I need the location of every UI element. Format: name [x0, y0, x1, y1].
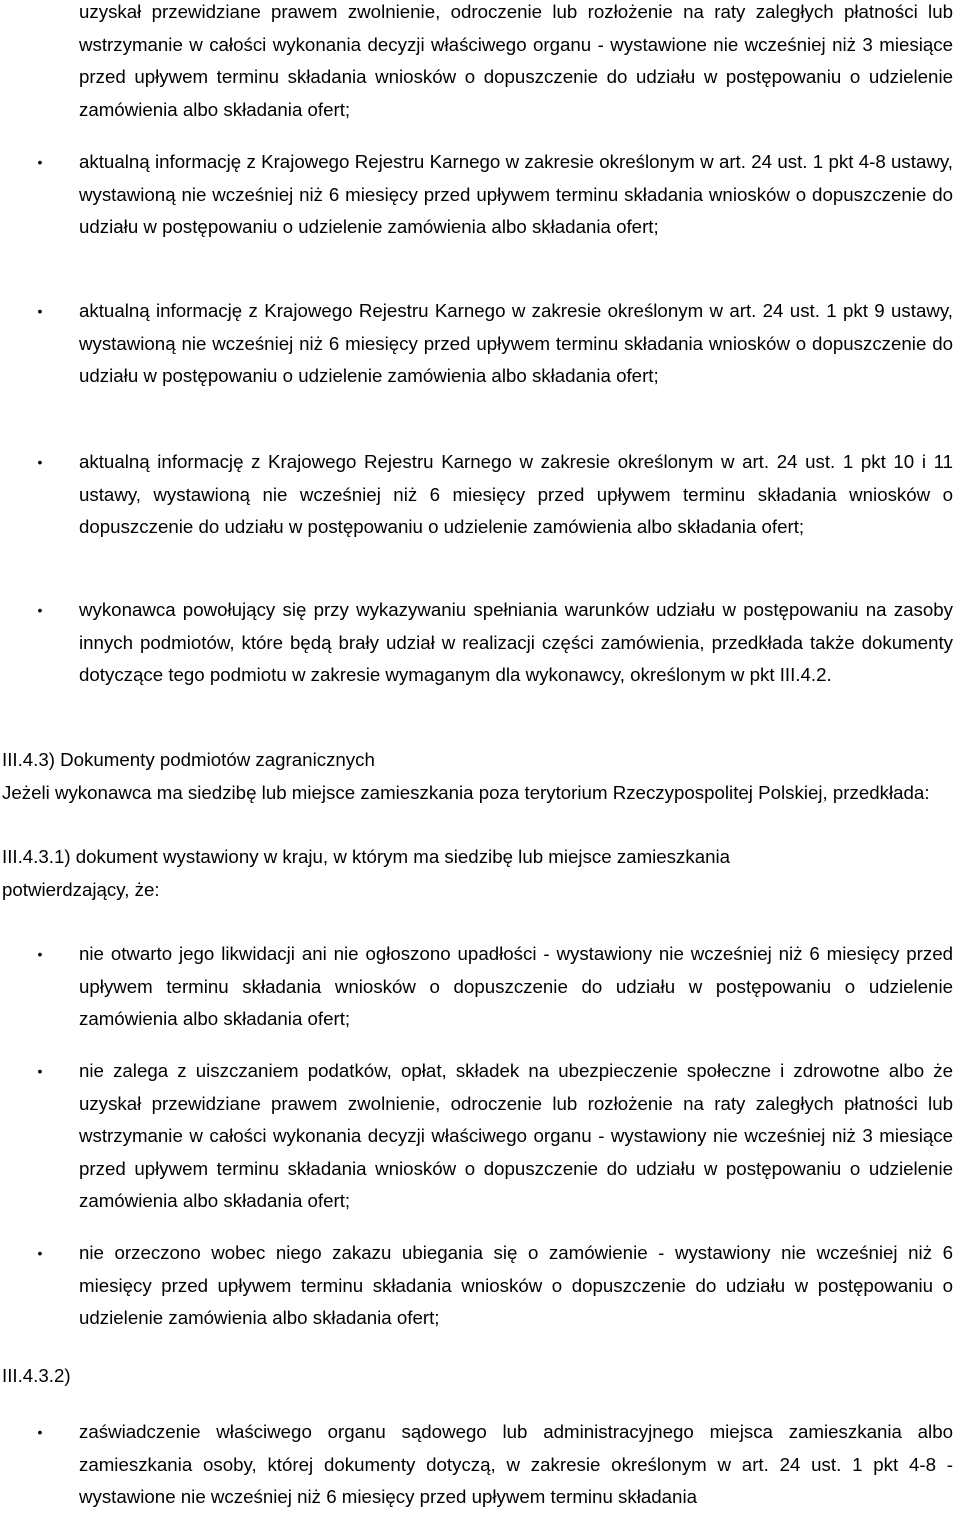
section-intro: Jeżeli wykonawca ma siedzibę lub miejsce zamieszkania poza terytorium Rzeczypospolitej Polskiej, przedkłada: — [2, 782, 930, 803]
list-item: nie zalega z uiszczaniem podatków, opłat, składek na ubezpieczenie społeczne i zdrowotne albo że uzyskał przewidziane prawem zwolnienie, odroczenie lub rozłożenie na raty zaległych płatności lub wstrzymanie w całości wykonania decyzji właściwego organu - wystawiony nie wcześniej niż 3 miesiące przed upływem terminu składania wniosków o dopuszczenie do udziału w postępowaniu o udzielenie zamówienia albo składania ofert; — [79, 1060, 953, 1212]
continued-paragraph: uzyskał przewidziane prawem zwolnienie, odroczenie lub rozłożenie na raty zaległych płatności lub wstrzymanie w całości wykonania decyzji właściwego organu - wystawione nie wcześniej niż 3 miesiące przed upływem terminu składania wniosków o dopuszczenie do udziału w postępowaniu o udzielenie zamówienia albo składania ofert; — [79, 1, 953, 120]
list-item: nie otwarto jego likwidacji ani nie ogłoszono upadłości - wystawiony nie wcześniej niż 6 miesięcy przed upływem terminu składania wniosków o dopuszczenie do udziału w postępowaniu o udzielenie zamówienia albo składania ofert; — [79, 943, 953, 1030]
list-item: wykonawca powołujący się przy wykazywaniu spełniania warunków udziału w postępowaniu na zasoby innych podmiotów, które będą brały udział w realizacji części zamówienia, przedkłada także dokumenty dotyczące tego podmiotu w zakresie wymaganym dla wykonawcy, określonym w pkt III.4.2. — [79, 599, 953, 686]
subsection-heading: III.4.3.1) dokument wystawiony w kraju, w którym ma siedzibę lub miejsce zamieszkania potwierdzający, że: — [2, 846, 731, 900]
bullet-icon: • — [37, 1424, 43, 1440]
list-item: zaświadczenie właściwego organu sądowego lub administracyjnego miejsca zamieszkania albo zamieszkania osoby, której dokumenty dotyczą, w zakresie określonym w art. 24 ust. 1 pkt 4-8 - wystawione nie wcześniej niż 6 miesięcy przed upływem terminu składania — [79, 1421, 953, 1508]
subsection-label: III.4.3.2) — [2, 1365, 71, 1386]
list-item: aktualną informację z Krajowego Rejestru Karnego w zakresie określonym w art. 24 ust. 1 pkt 10 i 11 ustawy, wystawioną nie wcześniej niż 6 miesięcy przed upływem terminu składania wniosków o dopuszczenie do udziału w postępowaniu o udzielenie zamówienia albo składania ofert; — [79, 451, 953, 538]
bullet-icon: • — [37, 1063, 43, 1079]
bullet-icon: • — [37, 946, 43, 962]
list-item: aktualną informację z Krajowego Rejestru Karnego w zakresie określonym w art. 24 ust. 1 pkt 9 ustawy, wystawioną nie wcześniej niż 6 miesięcy przed upływem terminu składania wniosków o dopuszczenie do udziału w postępowaniu o udzielenie zamówienia albo składania ofert; — [79, 300, 953, 387]
bullet-icon: • — [37, 1245, 43, 1261]
bullet-icon: • — [37, 454, 43, 470]
list-item: aktualną informację z Krajowego Rejestru Karnego w zakresie określonym w art. 24 ust. 1 pkt 4-8 ustawy, wystawioną nie wcześniej niż 6 miesięcy przed upływem terminu składania wniosków o dopuszczenie do udziału w postępowaniu o udzielenie zamówienia albo składania ofert; — [79, 151, 953, 238]
bullet-icon: • — [37, 303, 43, 319]
section-heading: III.4.3) Dokumenty podmiotów zagranicznych — [2, 749, 375, 770]
bullet-icon: • — [37, 602, 43, 618]
bullet-icon: • — [37, 154, 43, 170]
list-item: nie orzeczono wobec niego zakazu ubiegania się o zamówienie - wystawiony nie wcześniej niż 6 miesięcy przed upływem terminu składania wniosków o dopuszczenie do udziału w postępowaniu o udzielenie zamówienia albo składania ofert; — [79, 1242, 953, 1329]
